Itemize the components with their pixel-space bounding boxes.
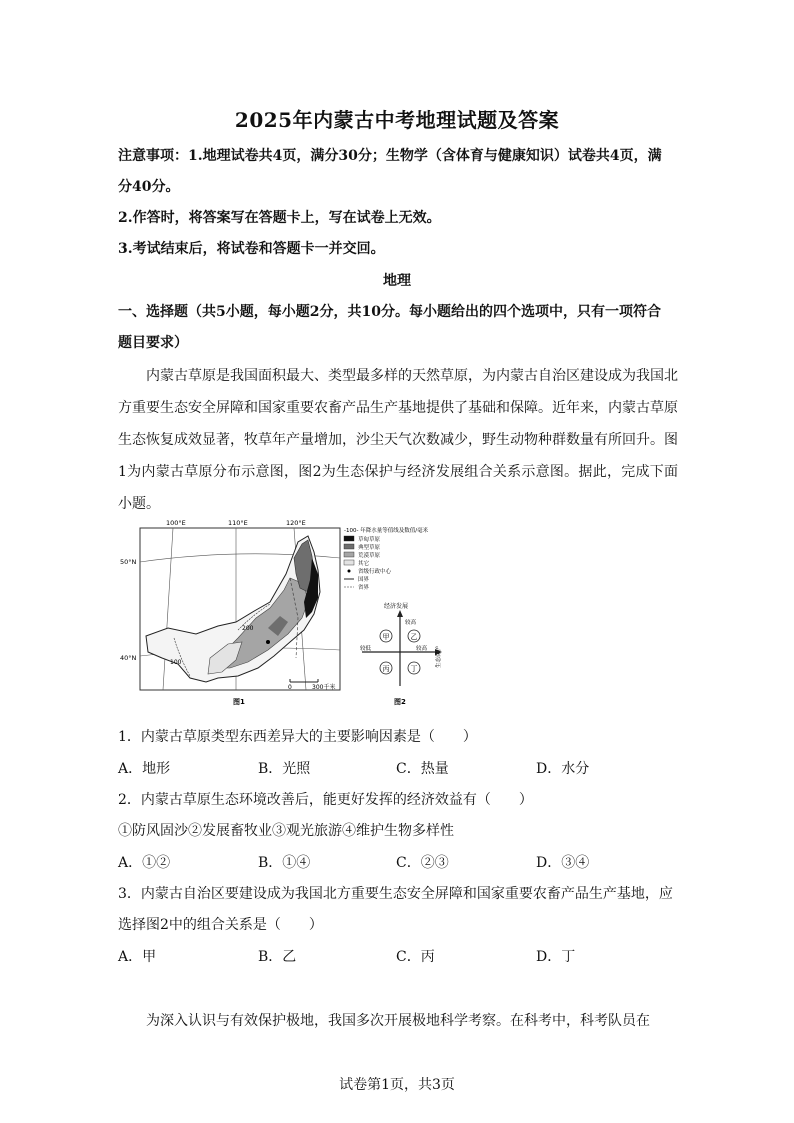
diagram-q4: 丁 [410, 665, 418, 673]
figure-2-diagram [360, 602, 442, 706]
q1-option-c[interactable]: C．热量 [396, 761, 449, 777]
lon-label-110: 110°E [228, 519, 248, 527]
q3-option-c[interactable]: C．丙 [396, 949, 435, 965]
legend-provincial: 省界 [358, 585, 370, 591]
question-3-stem-line-1: 3．内蒙古自治区要建设成为我国北方重要生态安全屏障和国家重要农畜产品生产基地，应 [118, 886, 673, 902]
contour-label-200: 200 [242, 625, 254, 632]
legend-swatch-typical [344, 544, 354, 549]
legend-meadow: 草甸草原 [358, 537, 381, 543]
question-2-sub: ①防风固沙②发展畜牧业③观光旅游④维护生物多样性 [118, 823, 454, 839]
scale-label-0: 0 [288, 684, 292, 691]
next-passage-start: 为深入认识与有效保护极地，我国多次开展极地科学考察。在科考中，科考队员在 [146, 1013, 650, 1029]
provincial-capital-icon [266, 640, 270, 644]
question-2-options [118, 852, 678, 872]
figure-2-caption: 图2 [394, 698, 406, 706]
diagram-q3: 丙 [382, 665, 390, 673]
q2-option-c[interactable]: C．②③ [396, 855, 449, 871]
legend-typical: 典型草原 [358, 545, 381, 551]
figure-1-caption: 图1 [233, 698, 245, 706]
legend-desert: 荒漠草原 [358, 553, 381, 559]
diagram-right-label: 较高 [416, 646, 428, 652]
notes-line-3: 2.作答时，将答案写在答题卡上，写在试卷上无效。 [118, 210, 441, 226]
section-title: 地理 [383, 273, 411, 289]
lat-label-40: 40°N [120, 654, 137, 662]
q2-option-b[interactable]: B．①④ [258, 855, 311, 871]
figure-svg [118, 518, 448, 718]
legend-capital-icon [348, 570, 351, 573]
q1-option-b[interactable]: B．光照 [258, 761, 311, 777]
legend-swatch-meadow [344, 536, 354, 541]
diagram-right-label-2: 生态保护 [436, 645, 442, 668]
lat-label-50: 50°N [120, 558, 137, 566]
diagram-q1: 甲 [382, 633, 390, 641]
part1-heading-line-2: 题目要求） [118, 335, 188, 351]
diagram-top-label: 经济发展 [384, 603, 409, 610]
diagram-left-label: 较低 [360, 646, 372, 652]
legend-other: 其它 [358, 561, 370, 567]
passage: 内蒙古草原是我国面积最大、类型最多样的天然草原，为内蒙古自治区建设成为我国北方重要生态安全屏障和国家重要农畜产品生产基地提供了基础和保障。近年来，内蒙古草原生态恢复成效显著，牧草年产量增加，沙尘天气次数减少，野生动物种群数量有所回升。图1为内蒙古草原分布示意图，图2为生态保护与经济发展组合关系示意图。据此，完成下面小题。 [118, 368, 678, 512]
page-title: 2025年内蒙古中考地理试题及答案 [234, 108, 560, 132]
legend-swatch-desert [344, 552, 354, 557]
lon-label-100: 100°E [166, 519, 186, 527]
q3-option-a[interactable]: A．甲 [118, 949, 157, 965]
diagram-top-label-2: 较高 [405, 620, 417, 626]
lon-label-120: 120°E [286, 519, 306, 527]
legend-capital: 省级行政中心 [358, 569, 392, 575]
question-1-stem: 1．内蒙古草原类型东西差异大的主要影响因素是（ ） [118, 729, 477, 745]
q3-option-d[interactable]: D．丁 [536, 949, 576, 965]
q2-option-a[interactable]: A．①② [118, 855, 171, 871]
q1-option-d[interactable]: D．水分 [536, 761, 590, 777]
page-footer: 试卷第1页，共3页 [339, 1077, 455, 1093]
legend-contour: -100- 年降水量等值线及数值/毫米 [344, 528, 429, 534]
part1-heading-line-1: 一、选择题（共5小题，每小题2分，共10分。每小题给出的四个选项中，只有一项符合 [118, 304, 661, 320]
question-3-stem-line-2: 选择图2中的组合关系是（ ） [118, 917, 323, 933]
notes-line-2: 分40分。 [118, 179, 180, 195]
contour-label-100: 100 [170, 659, 182, 666]
question-1-options [118, 758, 678, 778]
notes-line-4: 3.考试结束后，将试卷和答题卡一并交回。 [118, 241, 385, 257]
diagram-arrow-up-icon [397, 610, 403, 617]
question-2-stem: 2．内蒙古草原生态环境改善后，能更好发挥的经济效益有（ ） [118, 792, 533, 808]
figure [118, 518, 448, 718]
legend-national-border: 国界 [358, 577, 370, 583]
legend-swatch-other [344, 560, 354, 565]
q1-option-a[interactable]: A．地形 [118, 761, 171, 777]
question-3-options [118, 946, 678, 966]
notes-line-1: 注意事项：1.地理试卷共4页，满分30分；生物学（含体育与健康知识）试卷共4页，满 [118, 148, 662, 164]
q3-option-b[interactable]: B．乙 [258, 949, 297, 965]
q2-option-d[interactable]: D．③④ [536, 855, 590, 871]
scale-label-300: 300千米 [312, 684, 336, 691]
diagram-q2: 乙 [410, 633, 418, 641]
